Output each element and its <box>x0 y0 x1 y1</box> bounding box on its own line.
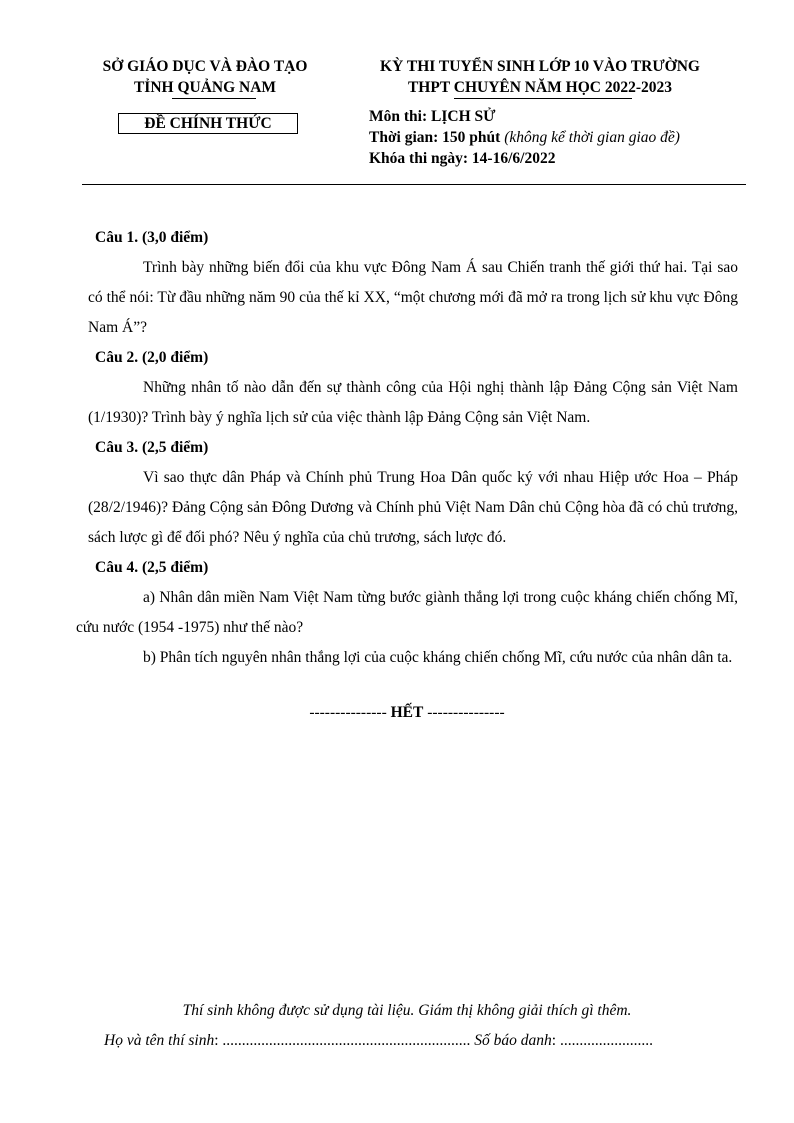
end-dashes-right: --------------- <box>427 704 505 721</box>
exam-title-line2: THPT CHUYÊN NĂM HỌC 2022-2023 <box>407 79 673 96</box>
candidate-name-label: Họ và tên thí sinh <box>104 1032 215 1049</box>
department-block <box>60 56 350 98</box>
candidate-info-line <box>104 1030 653 1052</box>
question-4b-text: b) Phân tích nguyên nhân thắng lợi của cuộc kháng chiến chống Mĩ, cứu nước của nhân dân ta. <box>143 649 733 666</box>
end-label: HẾT <box>390 704 424 721</box>
question-1-title: Câu 1. (3,0 điểm) <box>95 229 209 246</box>
candidate-id-label: Số báo danh <box>474 1032 552 1049</box>
question-1 <box>76 223 738 343</box>
time-label: Thời gian: 150 phút <box>369 129 501 146</box>
question-4-title: Câu 4. (2,5 điểm) <box>95 559 209 576</box>
department-line1: SỞ GIÁO DỤC VÀ ĐÀO TẠO <box>102 58 308 75</box>
question-2-title: Câu 2. (2,0 điểm) <box>95 349 209 366</box>
question-4a-text: a) Nhân dân miền Nam Việt Nam từng bước giành thắng lợi trong cuộc kháng chiến chống Mĩ, cứu nước (1954 -1975) như thế nào? <box>76 589 738 636</box>
question-2 <box>76 343 738 433</box>
department-underline <box>172 98 256 99</box>
question-4 <box>76 553 738 673</box>
time-row <box>369 127 680 148</box>
question-3 <box>76 433 738 553</box>
end-dashes-left: --------------- <box>309 704 387 721</box>
subject-label: Môn thi: LỊCH SỬ <box>369 108 496 125</box>
end-marker <box>76 698 738 728</box>
exam-title-block <box>350 56 730 98</box>
exam-title-underline <box>454 98 632 99</box>
exam-info <box>369 106 680 169</box>
questions-section <box>76 223 738 673</box>
question-3-text: Vì sao thực dân Pháp và Chính phủ Trung Hoa Dân quốc ký với nhau Hiệp ước Hoa – Pháp (28/2/1946)? Đảng Cộng sản Đông Dương và Chính phủ Việt Nam Dân chủ Cộng hòa đã có chủ trương, sách lược gì để đối phó? Nêu ý nghĩa của chủ trương, sách lược đó. <box>88 469 738 546</box>
footer-note: Thí sinh không được sử dụng tài liệu. Giám thị không giải thích gì thêm. <box>182 1002 632 1019</box>
time-note: (không kể thời gian giao đề) <box>504 129 680 146</box>
question-3-title: Câu 3. (2,5 điểm) <box>95 439 209 456</box>
department-line2: TỈNH QUẢNG NAM <box>133 79 277 96</box>
candidate-id-dots: : ........................ <box>551 1032 653 1049</box>
question-2-text: Những nhân tố nào dẫn đến sự thành công của Hội nghị thành lập Đảng Cộng sản Việt Nam (1/1930)? Trình bày ý nghĩa lịch sử của việc thành lập Đảng Cộng sản Việt Nam. <box>88 379 738 426</box>
exam-title-line1: KỲ THI TUYỂN SINH LỚP 10 VÀO TRƯỜNG <box>380 58 700 75</box>
date-label: Khóa thi ngày: 14-16/6/2022 <box>369 150 556 167</box>
official-label: ĐỀ CHÍNH THỨC <box>118 113 298 134</box>
question-1-text: Trình bày những biến đổi của khu vực Đông Nam Á sau Chiến tranh thế giới thứ hai. Tại sao có thể nói: Từ đầu những năm 90 của thế kỉ XX, “một chương mới đã mở ra trong lịch sử khu vực Đông Nam Á”? <box>88 259 738 336</box>
candidate-name-dots: : ................................................................ <box>214 1032 471 1049</box>
header-divider <box>82 184 746 185</box>
